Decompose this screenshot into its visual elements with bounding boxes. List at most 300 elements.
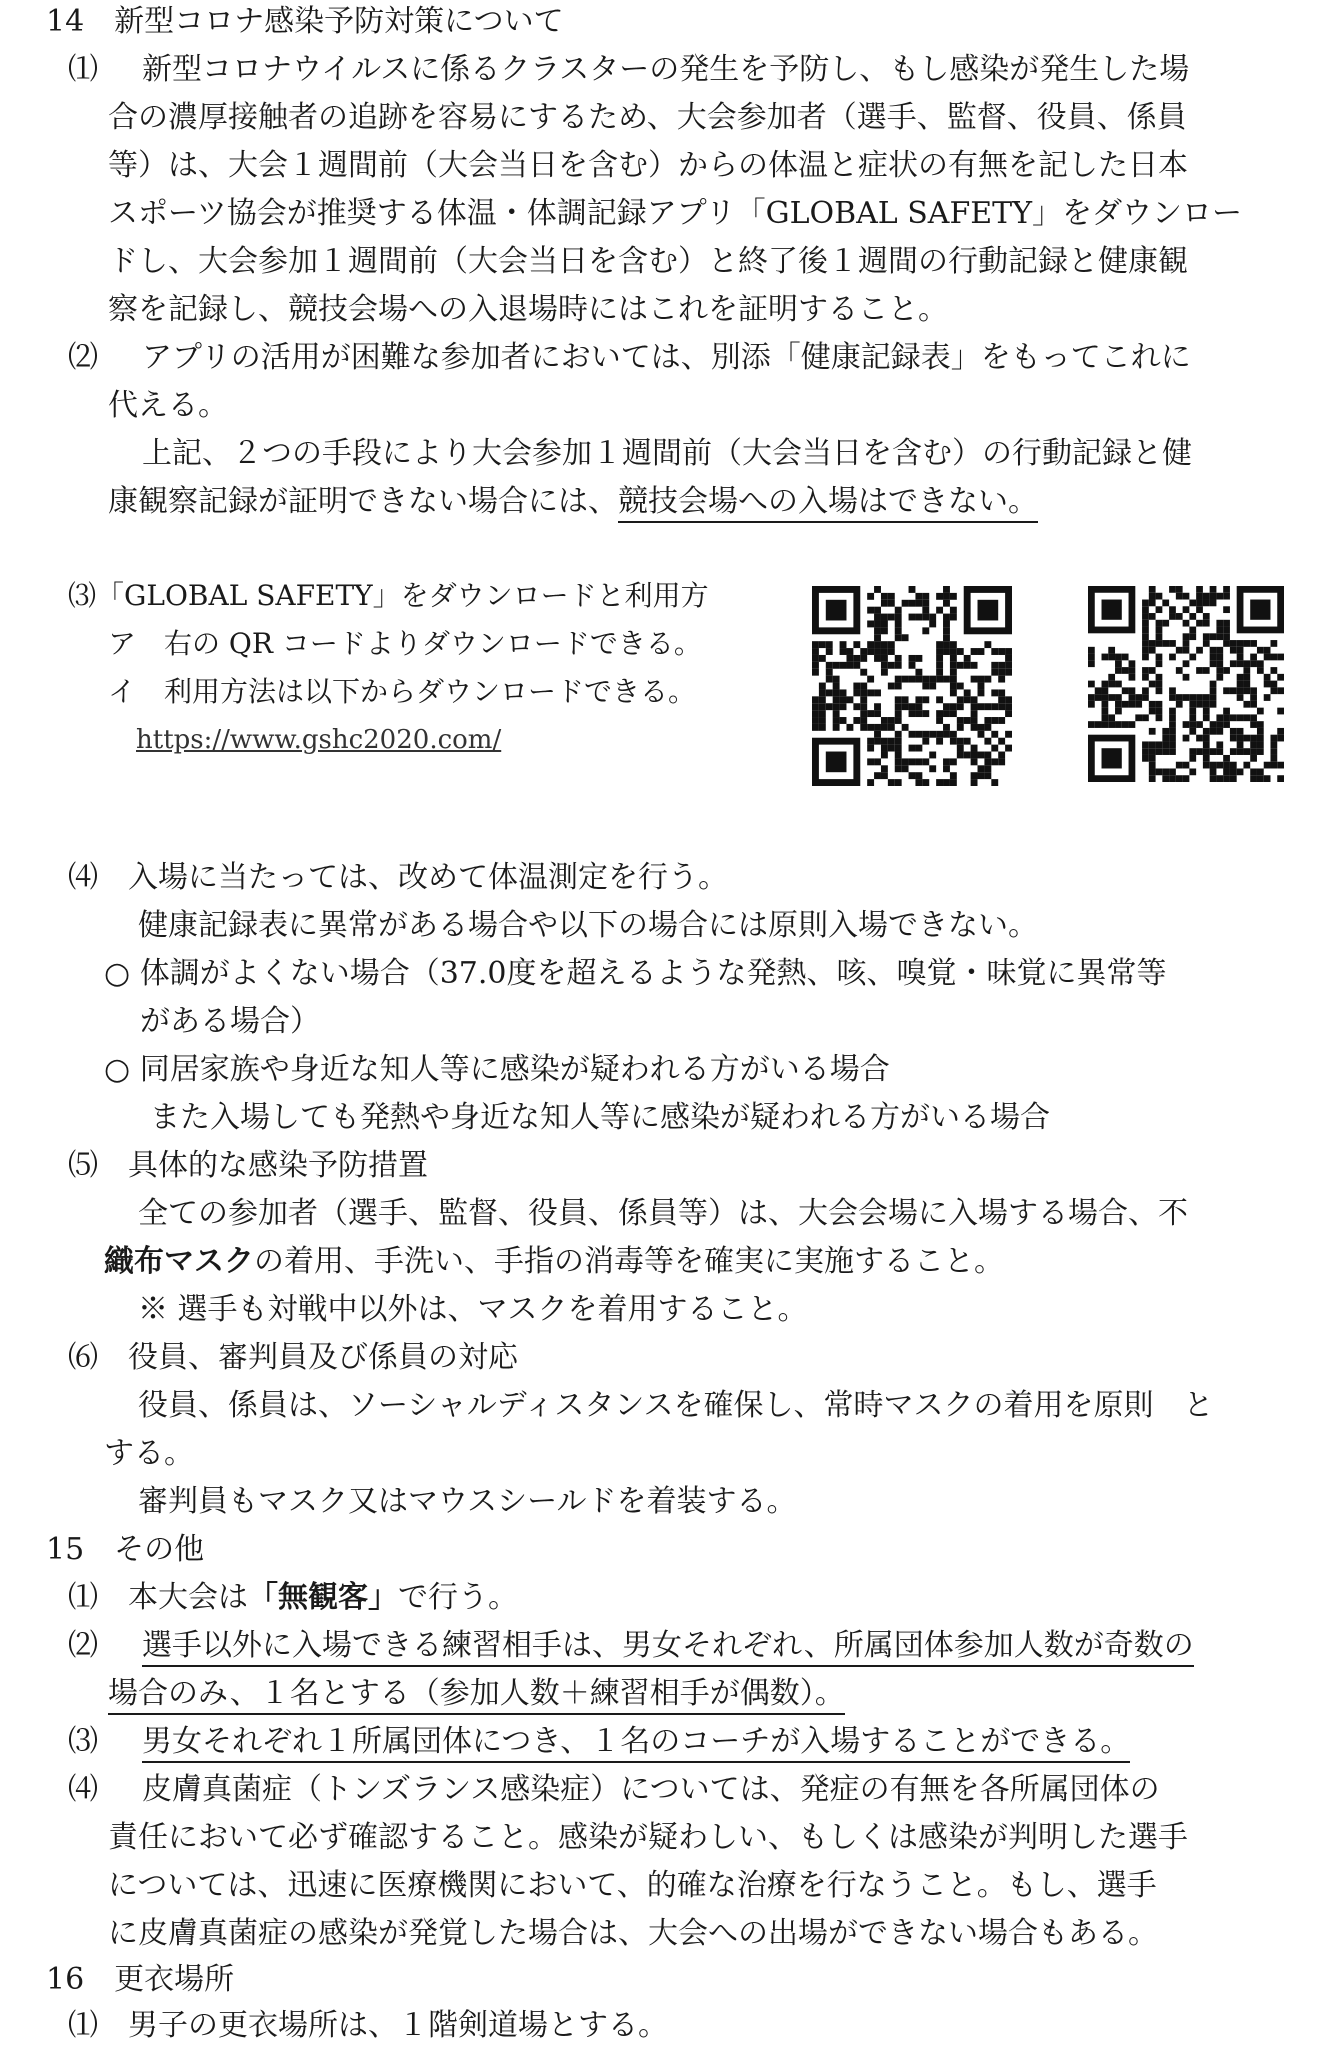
qr-module: [943, 648, 950, 655]
qr-module: [1142, 600, 1149, 607]
qr-module: [895, 703, 902, 710]
qr-module: [1156, 640, 1163, 647]
qr-module: [909, 662, 916, 669]
paragraph-line: ⑴ 男子の更衣場所は、１階剣道場とする。: [68, 2008, 668, 2043]
qr-module: [1250, 687, 1257, 694]
qr-module: [1142, 640, 1149, 647]
qr-module: [840, 696, 847, 703]
underlined-text: 男女それぞれ１所属団体につき、１名のコーチが入場することができる。: [142, 1724, 1130, 1763]
qr-module: [1203, 728, 1210, 735]
qr-module: [1257, 741, 1264, 748]
qr-module: [943, 724, 950, 731]
qr-module: [1122, 687, 1129, 694]
qr-module: [867, 710, 874, 717]
qr-module: [950, 738, 957, 745]
qr-module: [819, 696, 826, 703]
qr-module: [1203, 708, 1210, 715]
qr-module: [909, 676, 916, 683]
qr-module: [1183, 694, 1190, 701]
qr-module: [902, 600, 909, 607]
qr-module: [936, 669, 943, 676]
qr-module: [984, 738, 991, 745]
qr-module: [950, 676, 957, 683]
qr-module: [936, 593, 943, 600]
qr-module: [1108, 681, 1115, 688]
qr-module: [984, 752, 991, 759]
qr-module: [812, 703, 819, 710]
qr-module: [874, 703, 881, 710]
qr-module: [1108, 647, 1115, 654]
qr-module: [874, 772, 881, 779]
qr-module: [1210, 600, 1217, 607]
qr-module: [1169, 721, 1176, 728]
qr-module: [1156, 593, 1163, 600]
qr-module: [1210, 721, 1217, 728]
qr-module: [1216, 627, 1223, 634]
qr-module: [895, 710, 902, 717]
qr-module: [1250, 741, 1257, 748]
qr-module: [1102, 694, 1109, 701]
qr-module: [867, 758, 874, 765]
paragraph-line: [104, 1242, 1004, 1282]
paragraph-text: で行う。: [398, 1580, 518, 1615]
qr-module: [1156, 748, 1163, 755]
qr-module: [1196, 735, 1203, 742]
qr-module: [1237, 748, 1244, 755]
qr-module: [1122, 721, 1129, 728]
qr-module: [895, 676, 902, 683]
qr-module: [922, 683, 929, 690]
qr-module: [1237, 674, 1244, 681]
qr-module: [909, 731, 916, 738]
qr-module: [1223, 687, 1230, 694]
qr-module: [978, 648, 985, 655]
qr-module: [874, 689, 881, 696]
qr-module: [1223, 775, 1230, 782]
note-line: ※ 選手も対戦中以外は、マスクを着用すること。: [138, 1292, 808, 1327]
qr-module: [998, 676, 1005, 683]
qr-module: [1102, 714, 1109, 721]
section-15-heading: 15 その他: [46, 1532, 205, 1567]
qr-module: [950, 683, 957, 690]
qr-module: [984, 641, 991, 648]
qr-module: [936, 717, 943, 724]
qr-module: [853, 689, 860, 696]
qr-module: [1264, 775, 1271, 782]
qr-module: [998, 717, 1005, 724]
paragraph-line: [142, 1722, 1130, 1762]
qr-module: [1223, 606, 1230, 613]
qr-module: [1122, 667, 1129, 674]
qr-module: [1196, 647, 1203, 654]
qr-module: [964, 738, 971, 745]
paragraph-text: 康観察記録が証明できない場合には、: [108, 484, 618, 519]
qr-module: [936, 607, 943, 614]
qr-module: [1237, 714, 1244, 721]
qr-module: [853, 655, 860, 662]
qr-module: [819, 717, 826, 724]
qr-module: [812, 696, 819, 703]
paragraph-line: [142, 1626, 1194, 1666]
bold-text: 織布マスク: [104, 1244, 254, 1279]
qr-module: [1156, 627, 1163, 634]
qr-module: [943, 779, 950, 786]
qr-module: [1223, 762, 1230, 769]
qr-module: [1243, 687, 1250, 694]
qr-module: [929, 614, 936, 621]
qr-module: [1250, 654, 1257, 661]
qr-module: [1237, 735, 1244, 742]
paragraph-line: また入場しても発熱や身近な知人等に感染が疑われる方がいる場合: [150, 1100, 1050, 1135]
qr-module: [971, 772, 978, 779]
qr-module: [874, 731, 881, 738]
qr-finder-pattern: [1102, 748, 1122, 768]
qr-module: [991, 779, 998, 786]
qr-module: [881, 655, 888, 662]
qr-module: [833, 662, 840, 669]
qr-module: [991, 731, 998, 738]
qr-module: [1196, 600, 1203, 607]
qr-module: [1196, 667, 1203, 674]
qr-module: [1149, 708, 1156, 715]
qr-module: [1277, 654, 1284, 661]
qr-module: [833, 683, 840, 690]
qr-module: [895, 752, 902, 759]
qr-module: [1142, 606, 1149, 613]
qr-module: [1189, 654, 1196, 661]
qr-module: [971, 703, 978, 710]
qr-module: [1210, 775, 1217, 782]
qr-module: [1189, 714, 1196, 721]
qr-module: [1176, 586, 1183, 593]
qr-module: [1005, 655, 1012, 662]
qr-module: [819, 724, 826, 731]
qr-module: [1223, 714, 1230, 721]
qr-module: [860, 689, 867, 696]
qr-module: [1149, 755, 1156, 762]
qr-module: [902, 676, 909, 683]
qr-module: [1135, 694, 1142, 701]
qr-module: [846, 662, 853, 669]
qr-module: [1216, 762, 1223, 769]
qr-module: [1183, 606, 1190, 613]
qr-module: [1216, 620, 1223, 627]
qr-module: [888, 738, 895, 745]
qr-module: [971, 676, 978, 683]
qr-module: [895, 738, 902, 745]
qr-module: [922, 614, 929, 621]
qr-module: [881, 765, 888, 772]
qr-finder-pattern: [826, 752, 847, 773]
qr-module: [1129, 660, 1136, 667]
qr-module: [936, 676, 943, 683]
qr-module: [915, 731, 922, 738]
qr-module: [1189, 768, 1196, 775]
qr-module: [1169, 775, 1176, 782]
qr-module: [1277, 674, 1284, 681]
qr-module: [1183, 593, 1190, 600]
qr-module: [991, 758, 998, 765]
qr-module: [895, 683, 902, 690]
qr-finder-pattern: [978, 600, 999, 621]
qr-module: [1183, 674, 1190, 681]
qr-module: [957, 745, 964, 752]
qr-module: [819, 683, 826, 690]
qr-module: [1169, 613, 1176, 620]
qr-module: [984, 758, 991, 765]
qr-module: [888, 614, 895, 621]
qr-module: [826, 669, 833, 676]
qr-module: [888, 717, 895, 724]
qr-module: [1162, 735, 1169, 742]
qr-module: [1250, 735, 1257, 742]
qr-module: [1264, 674, 1271, 681]
qr-module: [957, 738, 964, 745]
qr-module: [1223, 667, 1230, 674]
qr-module: [1142, 647, 1149, 654]
qr-module: [1277, 735, 1284, 742]
qr-module: [1189, 755, 1196, 762]
qr-module: [1230, 714, 1237, 721]
qr-module: [950, 607, 957, 614]
qr-module: [1216, 633, 1223, 640]
qr-module: [1230, 735, 1237, 742]
qr-module: [1203, 640, 1210, 647]
qr-module: [902, 696, 909, 703]
qr-module: [1210, 660, 1217, 667]
qr-module: [991, 662, 998, 669]
qr-finder-pattern: [826, 600, 847, 621]
qr-module: [1088, 647, 1095, 654]
qr-module: [950, 669, 957, 676]
qr-module: [867, 648, 874, 655]
qr-module: [984, 765, 991, 772]
qr-module: [978, 689, 985, 696]
paragraph-line: [68, 1578, 518, 1618]
qr-module: [1210, 728, 1217, 735]
paragraph-line: 皮膚真菌症（トンズランス感染症）については、発症の有無を各所属団体の: [142, 1772, 1160, 1807]
paragraph-line: [108, 482, 1038, 522]
qr-module: [1210, 762, 1217, 769]
qr-module: [1169, 694, 1176, 701]
qr-module: [1230, 768, 1237, 775]
qr-module: [950, 779, 957, 786]
qr-module: [1216, 741, 1223, 748]
qr-module: [881, 717, 888, 724]
qr-module: [1257, 768, 1264, 775]
qr-module: [915, 779, 922, 786]
qr-module: [957, 662, 964, 669]
qr-module: [971, 662, 978, 669]
qr-module: [895, 717, 902, 724]
qr-module: [895, 607, 902, 614]
qr-module: [1102, 701, 1109, 708]
qr-module: [998, 689, 1005, 696]
qr-module: [915, 655, 922, 662]
section-14-heading: 14 新型コロナ感染予防対策について: [46, 4, 564, 39]
qr-module: [1223, 627, 1230, 634]
qr-module: [1142, 687, 1149, 694]
qr-module: [812, 662, 819, 669]
qr-module: [874, 614, 881, 621]
qr-module: [1270, 667, 1277, 674]
qr-module: [888, 724, 895, 731]
qr-module: [812, 724, 819, 731]
qr-module: [915, 745, 922, 752]
qr-module: [943, 620, 950, 627]
qr-module: [1005, 669, 1012, 676]
qr-module: [1176, 613, 1183, 620]
qr-module: [964, 696, 971, 703]
qr-module: [943, 586, 950, 593]
qr-module: [1005, 731, 1012, 738]
qr-module: [1257, 667, 1264, 674]
qr-module: [860, 669, 867, 676]
qr-module: [950, 710, 957, 717]
qr-module: [950, 772, 957, 779]
qr-module: [1176, 762, 1183, 769]
qr-module: [1230, 647, 1237, 654]
qr-module: [1243, 748, 1250, 755]
qr-module: [833, 696, 840, 703]
qr-module: [1277, 687, 1284, 694]
qr-module: [1257, 647, 1264, 654]
qr-module: [1230, 748, 1237, 755]
qr-module: [1189, 708, 1196, 715]
qr-module: [950, 655, 957, 662]
paragraph-line: 責任において必ず確認すること。感染が疑わしい、もしくは感染が判明した選手: [108, 1820, 1188, 1855]
usage-guide-link[interactable]: https://www.gshc2020.com/: [136, 725, 502, 755]
qr-module: [895, 614, 902, 621]
item-number: ⑵: [68, 340, 98, 375]
qr-module: [1237, 728, 1244, 735]
qr-module: [881, 662, 888, 669]
qr-module: [1169, 735, 1176, 742]
qr-module: [1162, 640, 1169, 647]
qr-module: [1203, 667, 1210, 674]
qr-module: [888, 600, 895, 607]
qr-module: [1237, 654, 1244, 661]
qr-module: [1237, 687, 1244, 694]
qr-finder-pattern: [1250, 600, 1270, 620]
qr-module: [874, 758, 881, 765]
qr-module: [1203, 748, 1210, 755]
qr-module: [1257, 735, 1264, 742]
paragraph-line: がある場合）: [140, 1004, 320, 1039]
qr-module: [909, 600, 916, 607]
qr-module: [1108, 654, 1115, 661]
qr-module: [1196, 620, 1203, 627]
qr-module: [867, 620, 874, 627]
qr-module: [1189, 728, 1196, 735]
qr-module: [860, 648, 867, 655]
qr-module: [846, 696, 853, 703]
qr-module: [1156, 660, 1163, 667]
qr-module: [874, 710, 881, 717]
qr-module: [1189, 748, 1196, 755]
qr-module: [922, 607, 929, 614]
qr-module: [1149, 768, 1156, 775]
qr-module: [1243, 681, 1250, 688]
qr-module: [840, 717, 847, 724]
paragraph-line: アプリの活用が困難な参加者においては、別添「健康記録表」をもってこれに: [142, 340, 1191, 375]
qr-module: [881, 772, 888, 779]
underlined-notice: 競技会場への入場はできない。: [618, 484, 1038, 523]
qr-module: [922, 593, 929, 600]
qr-module: [971, 745, 978, 752]
qr-module: [1243, 701, 1250, 708]
qr-module: [1230, 687, 1237, 694]
paragraph-text: の着用、手洗い、手指の消毒等を確実に実施すること。: [254, 1244, 1004, 1279]
paragraph-text: ⑴ 本大会は: [68, 1580, 248, 1615]
qr-module: [964, 655, 971, 662]
qr-module: [1216, 748, 1223, 755]
qr-module: [881, 593, 888, 600]
qr-module: [915, 676, 922, 683]
qr-module: [1142, 613, 1149, 620]
qr-module: [1142, 748, 1149, 755]
qr-module: [1149, 593, 1156, 600]
paragraph-line: 役員、係員は、ソーシャルディスタンスを確保し、常時マスクの着用を原則 と: [138, 1388, 1214, 1423]
qr-module: [964, 689, 971, 696]
paragraph-line: 察を記録し、競技会場への入退場時にはこれを証明すること。: [108, 292, 948, 327]
qr-module: [1196, 694, 1203, 701]
qr-module: [1243, 714, 1250, 721]
qr-module: [915, 710, 922, 717]
qr-module: [1115, 681, 1122, 688]
qr-module: [826, 703, 833, 710]
qr-module: [950, 758, 957, 765]
qr-module: [1129, 701, 1136, 708]
qr-module: [971, 717, 978, 724]
qr-module: [1122, 701, 1129, 708]
qr-module: [1237, 741, 1244, 748]
qr-module: [909, 745, 916, 752]
qr-module: [1156, 701, 1163, 708]
qr-module: [1210, 654, 1217, 661]
qr-module: [1250, 721, 1257, 728]
qr-module: [1162, 775, 1169, 782]
qr-module: [1189, 627, 1196, 634]
qr-module: [1230, 660, 1237, 667]
qr-module: [881, 669, 888, 676]
qr-module: [1142, 714, 1149, 721]
qr-module: [1102, 721, 1109, 728]
qr-module: [1196, 593, 1203, 600]
qr-module: [998, 669, 1005, 676]
qr-module: [819, 710, 826, 717]
qr-module: [922, 676, 929, 683]
qr-module: [1237, 640, 1244, 647]
qr-module: [1095, 694, 1102, 701]
qr-module: [812, 648, 819, 655]
section-16-heading: 16 更衣場所: [46, 1962, 235, 1997]
qr-module: [1237, 660, 1244, 667]
qr-module: [1270, 735, 1277, 742]
qr-module: [881, 627, 888, 634]
qr-module: [840, 689, 847, 696]
qr-module: [1196, 606, 1203, 613]
qr-module: [1183, 647, 1190, 654]
qr-module: [1183, 721, 1190, 728]
qr-module: [853, 641, 860, 648]
qr-module: [1176, 593, 1183, 600]
qr-module: [1237, 768, 1244, 775]
qr-module: [1088, 694, 1095, 701]
qr-module: [991, 703, 998, 710]
qr-module: [1196, 721, 1203, 728]
qr-module: [1210, 768, 1217, 775]
